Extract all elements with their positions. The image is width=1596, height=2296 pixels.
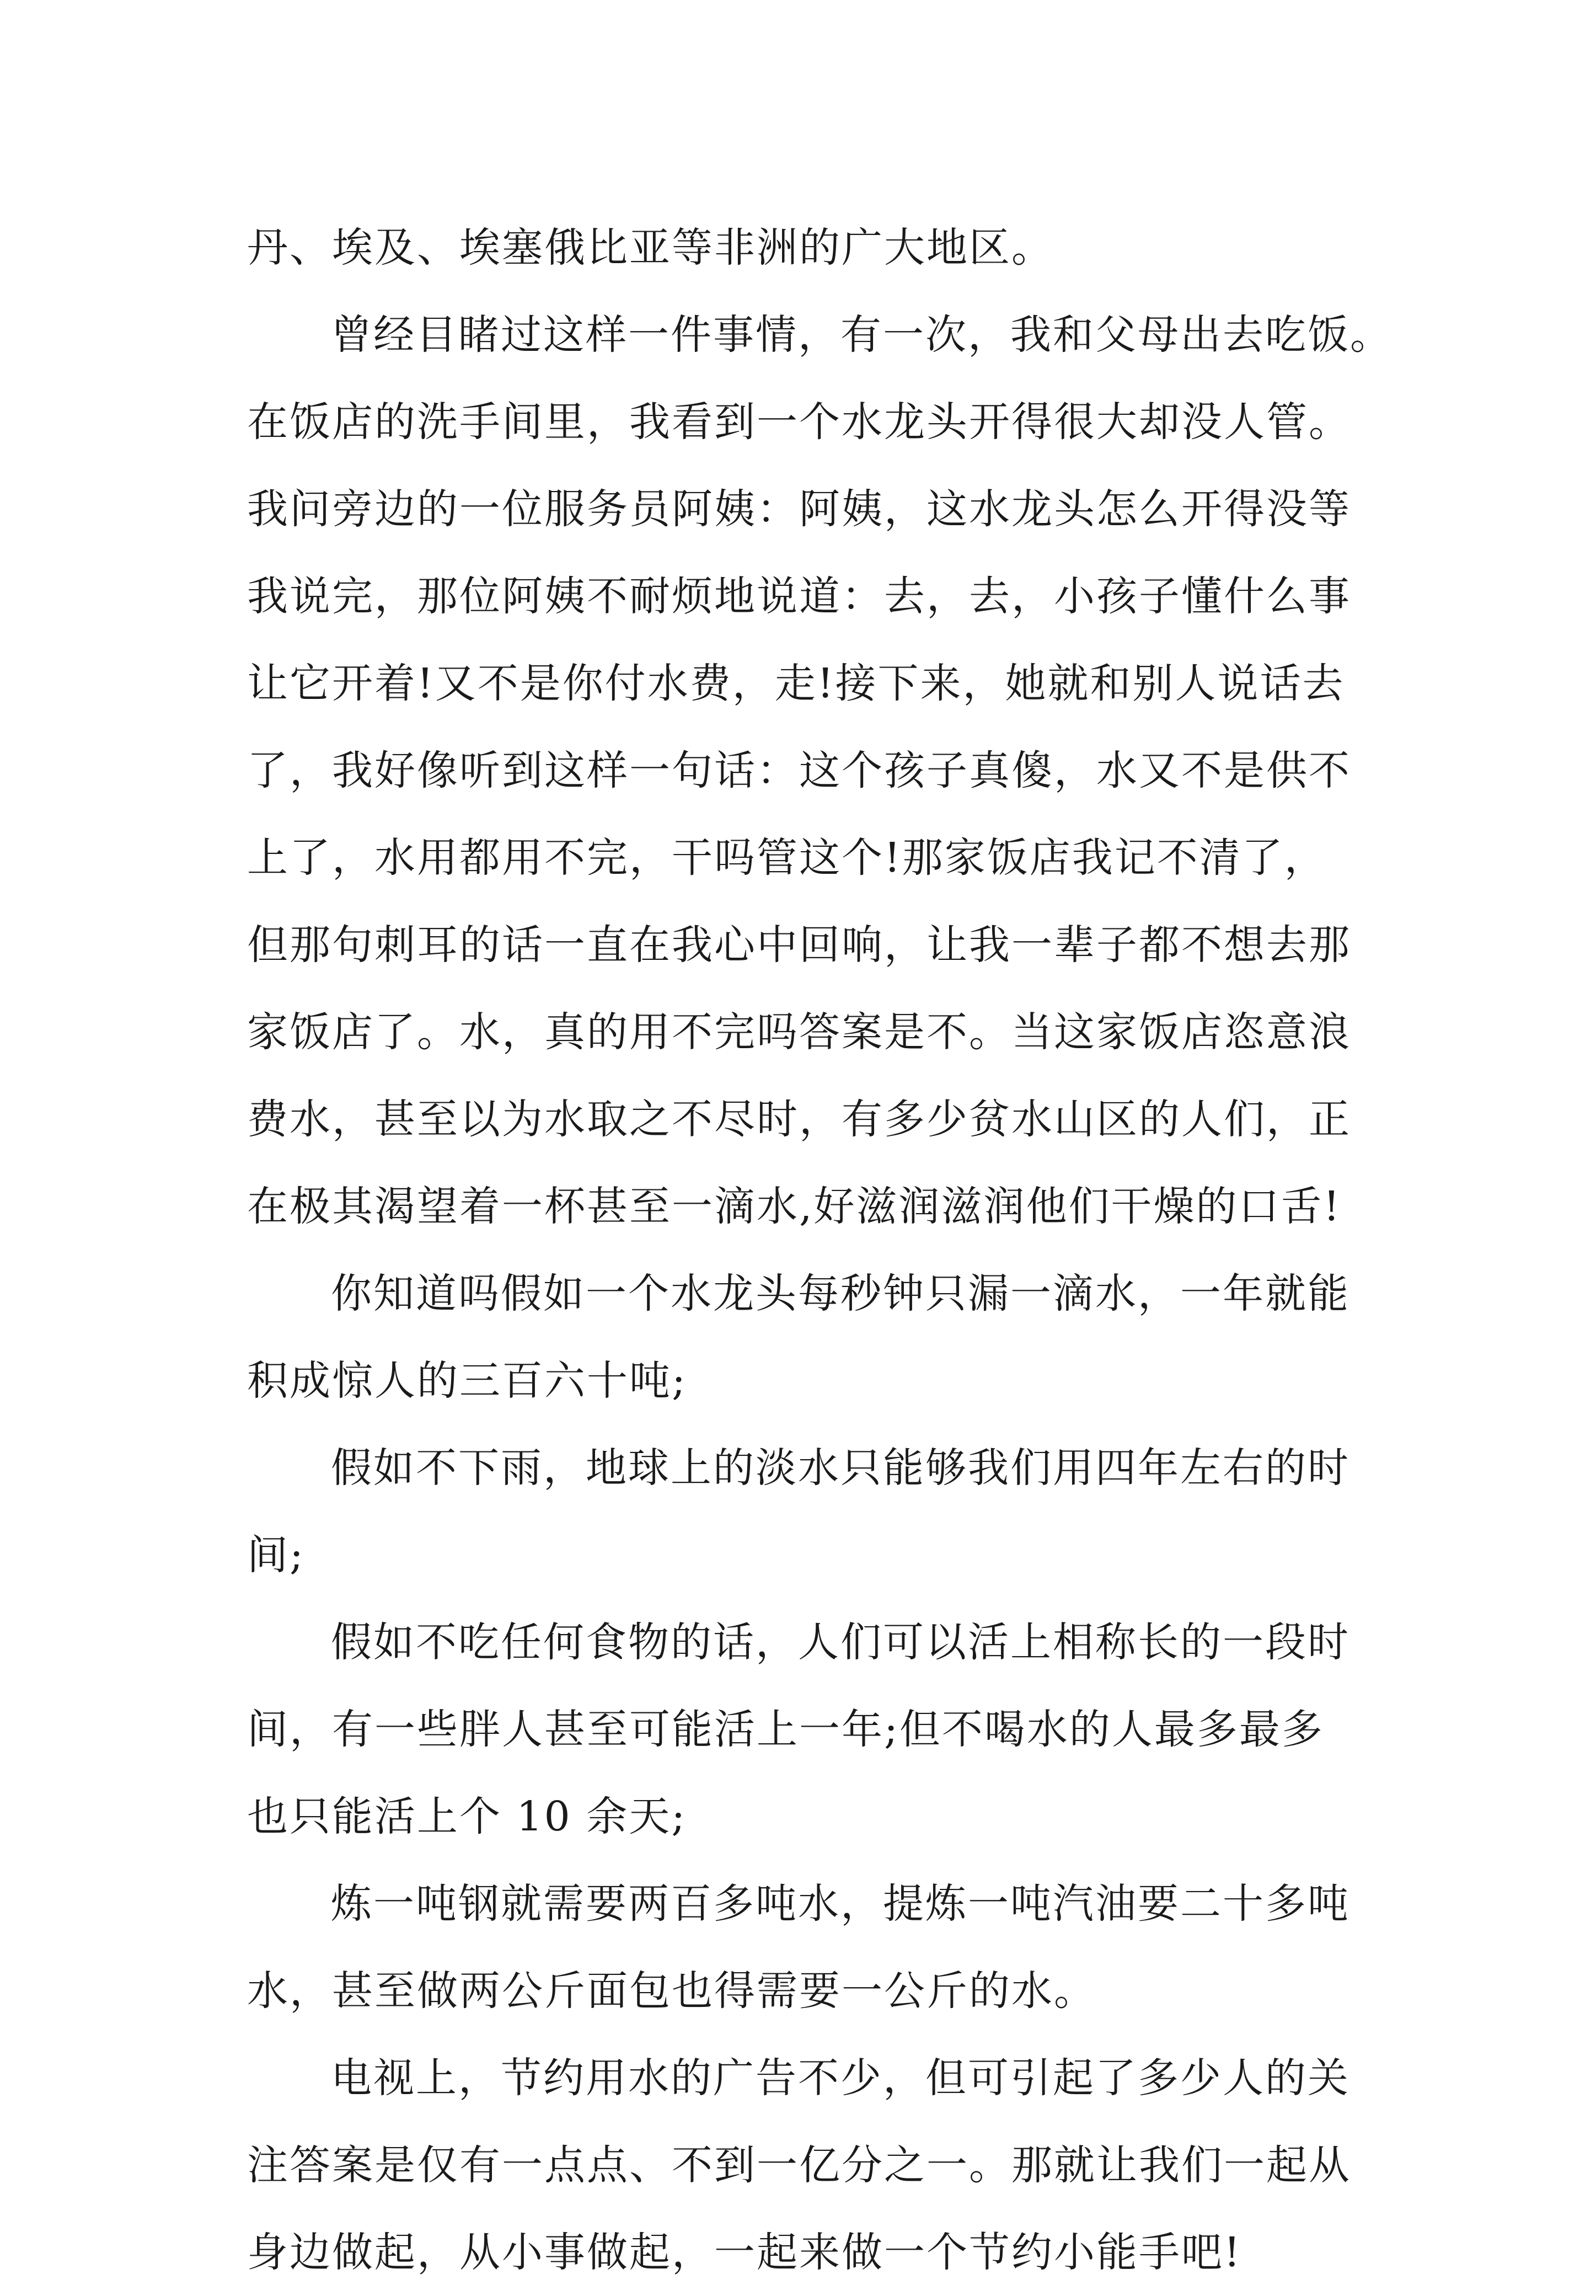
text-line: 在饭店的洗手间里，我看到一个水龙头开得很大却没人管。 [247, 398, 1351, 446]
text-line: 费水，甚至以为水取之不尽时，有多少贫水山区的人们，正 [247, 1096, 1351, 1143]
text-line: 身边做起，从小事做起，一起来做一个节约小能手吧! [247, 2229, 1242, 2276]
text-line: 间; [247, 1531, 305, 1579]
text-line: 让它开着!又不是你付水费，走!接下来，她就和别人说话去 [247, 660, 1345, 707]
text-line: 假如不吃任何食物的话，人们可以活上相称长的一段时 [331, 1619, 1350, 1666]
text-line: 电视上，节约用水的广告不少，但可引起了多少人的关 [331, 2054, 1350, 2102]
text-line: 曾经目睹过这样一件事情，有一次，我和父母出去吃饭。 [331, 311, 1393, 359]
text-line: 了，我好像听到这样一句话：这个孩子真傻，水又不是供不 [247, 747, 1351, 794]
text-line: 但那句刺耳的话一直在我心中回响，让我一辈子都不想去那 [247, 921, 1351, 969]
text-line: 你知道吗假如一个水龙头每秒钟只漏一滴水，一年就能 [331, 1270, 1350, 1317]
text-line: 家饭店了。水，真的用不完吗答案是不。当这家饭店恣意浪 [247, 1008, 1351, 1056]
text-line: 假如不下雨，地球上的淡水只能够我们用四年左右的时 [331, 1444, 1350, 1492]
body-text [247, 204, 1393, 2296]
text-line: 丹、埃及、埃塞俄比亚等非洲的广大地区。 [247, 224, 1054, 271]
text-line: 注答案是仅有一点点、不到一亿分之一。那就让我们一起从 [247, 2142, 1351, 2189]
text-line: 炼一吨钢就需要两百多吨水，提炼一吨汽油要二十多吨 [331, 1880, 1350, 1927]
text-line: 水，甚至做两公斤面包也得需要一公斤的水。 [247, 1967, 1096, 2015]
text-line: 我问旁边的一位服务员阿姨：阿姨，这水龙头怎么开得没等 [247, 485, 1351, 533]
text-line: 上了，水用都用不完，干吗管这个!那家饭店我记不清了， [247, 834, 1327, 882]
text-line: 在极其渴望着一杯甚至一滴水,好滋润滋润他们干燥的口舌! [247, 1183, 1342, 1230]
text-line: 间，有一些胖人甚至可能活上一年;但不喝水的人最多最多 [247, 1706, 1324, 1753]
text-line: 我说完，那位阿姨不耐烦地说道：去，去，小孩子懂什么事 [247, 573, 1351, 620]
text-line: 也只能活上个 10 余天; [247, 1793, 687, 1840]
text-line: 积成惊人的三百六十吨; [247, 1357, 687, 1405]
